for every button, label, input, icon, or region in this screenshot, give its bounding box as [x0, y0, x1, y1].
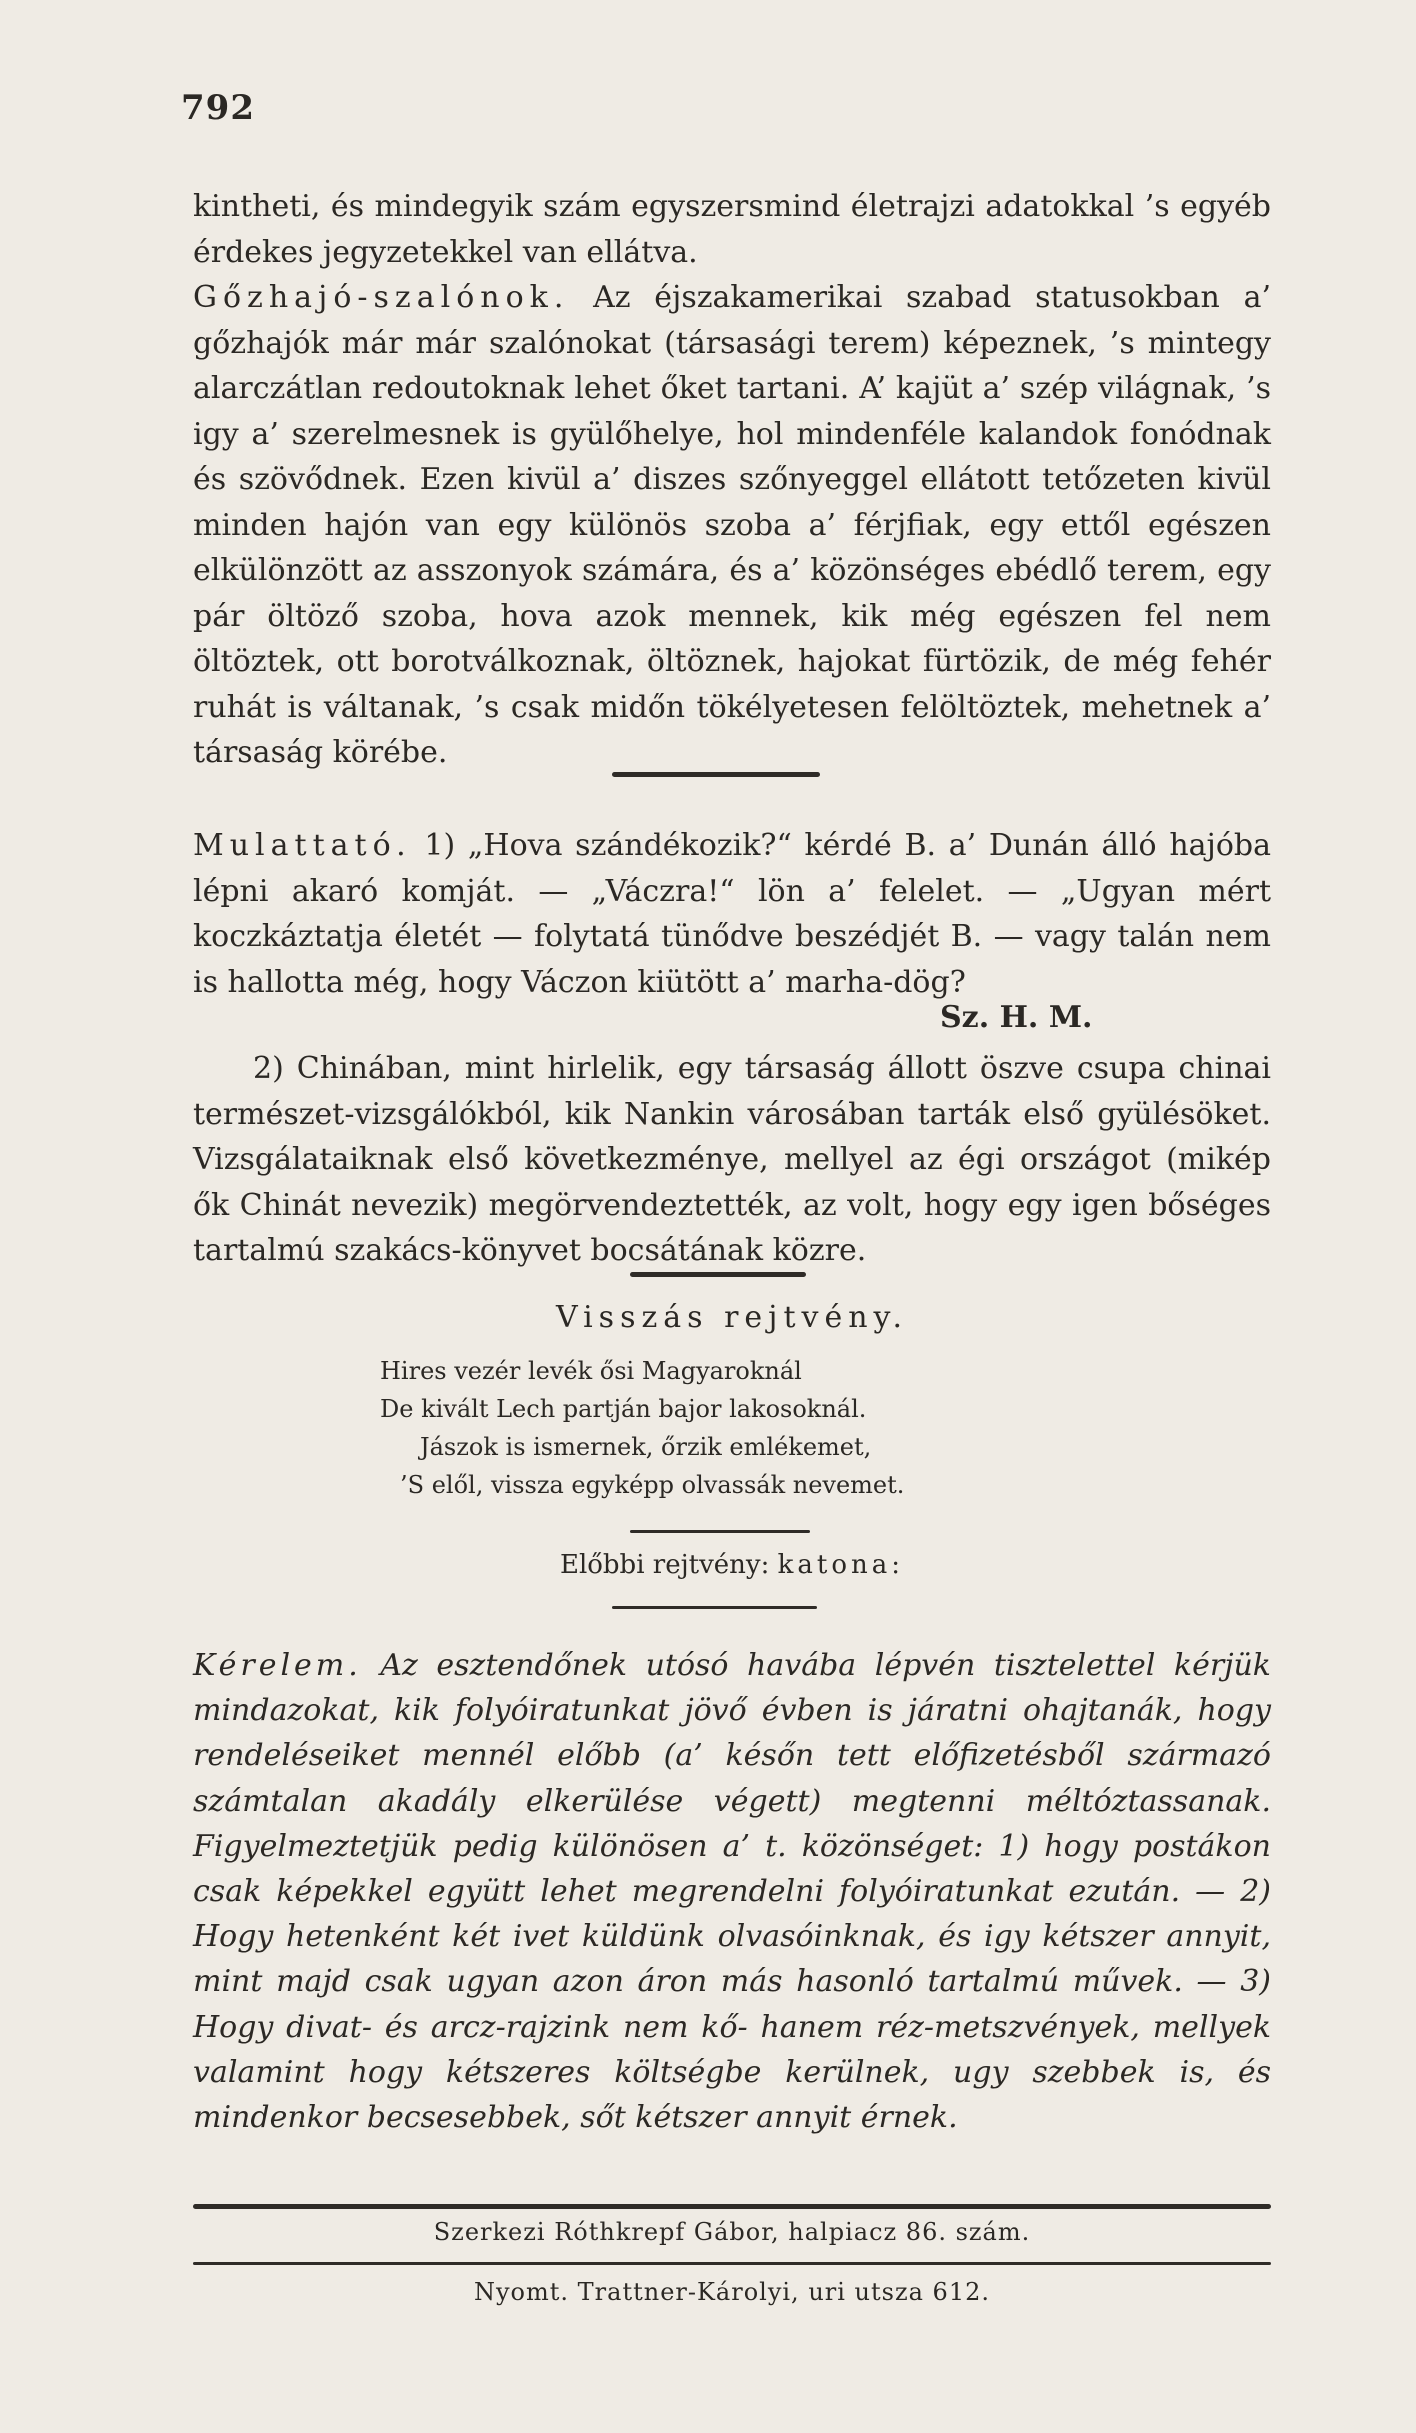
riddle-title: Visszás rejtvény. — [555, 1300, 909, 1335]
section-divider — [612, 1606, 817, 1609]
page-number: 792 — [181, 88, 255, 128]
amusing-title: Mulattató. — [193, 828, 412, 863]
steamboat-title: Gőzhajó-szalónok. — [193, 280, 570, 315]
amusing-text-1: 1) „Hova szándékozik?“ kérdé B. a’ Dunán álló hajóba lépni akaró komját. — „Váczra!“ lön a’ felelet. — „Ugyan mért koczkáztatja életét — folytatá tünődve beszédjét B. — vagy talán nem is hallotta még, hogy Váczon kiütött a’ marha-dög? — [193, 828, 1271, 1000]
previous-riddle-label: Előbbi rejtvény: — [559, 1550, 770, 1580]
previous-riddle — [193, 1550, 1271, 1580]
riddle-line: Jászok is ismernek, őrzik emlékemet, — [420, 1433, 872, 1461]
section-divider — [630, 1272, 806, 1277]
request-title: Kérelem. — [193, 1648, 362, 1683]
printer-line: Nyomt. Trattner-Károlyi, uri utsza 612. — [474, 2278, 990, 2306]
riddle-line: De kivált Lech partján bajor lakosoknál. — [380, 1395, 867, 1423]
steamboat-article — [193, 275, 1271, 776]
amusing-item-1 — [193, 823, 1271, 1005]
section-divider — [612, 772, 820, 777]
editor-line: Szerkezi Róthkrepf Gábor, halpiacz 86. szám. — [433, 2218, 1031, 2246]
request-text: Az esztendőnek utósó havába lépvén tisztelettel kérjük mindazokat, kik folyóiratunkat jövő évben is járatni ohajtanák, hogy rendeléseiket mennél előbb (a’ későn tett előfizetésből származó számtalan akadály elkerülése végett) megtenni méltóztassanak. Figyelmeztetjük pedig különösen a’ t. közönséget: 1) hogy postákon csak képekkel együtt lehet megrendelni folyóiratunkat ezután. — 2) Hogy hetenként két ivet küldünk olvasóinknak, és igy kétszer annyit, mint majd csak ugyan azon áron más hasonló tartalmú művek. — 3) Hogy divat- és arcz-rajzink nem kő- hanem réz-metszvények, mellyek valamint hogy kétszeres költségbe kerülnek, ugy szebbek is, és mindenkor becsesebbek, sőt kétszer annyit érnek. — [193, 1648, 1271, 2136]
section-divider — [630, 1530, 810, 1533]
previous-riddle-answer: katona: — [777, 1550, 905, 1580]
intro-paragraph: kintheti, és mindegyik szám egyszersmind életrajzi adatokkal ’s egyéb érdekes jegyzetekkel van ellátva. — [193, 189, 1271, 270]
riddle-poem — [380, 1352, 904, 1504]
request-paragraph — [193, 1643, 1271, 2140]
riddle-line: ’S elől, vissza egyképp olvassák nevemet. — [400, 1471, 905, 1499]
steamboat-text: Az éjszakamerikai szabad statusokban a’ gőzhajók már már szalónokat (társasági terem) képeznek, ’s mintegy alarczátlan redoutoknak lehet őket tartani. A’ kajüt a’ szép világnak, ’s igy a’ szerelmesnek is gyülőhelye, hol mindenféle kalandok fonódnak és szövődnek. Ezen kivül a’ diszes szőnyeggel ellátott tetőzeten kivül minden hajón van egy különös szoba a’ férjfiak, egy ettől egészen elkülönzött az asszonyok számára, és a’ közönséges ebédlő terem, egy pár öltöző szoba, hova azok mennek, kik még egészen fel nem öltöztek, ott borotválkoznak, öltöznek, hajokat fürtözik, de még fehér ruhát is váltanak, ’s csak midőn tökélyetesen felöltöztek, mehetnek a’ társaság körébe. — [193, 280, 1271, 770]
footer-rule — [193, 2262, 1271, 2265]
footer-rule — [193, 2204, 1271, 2209]
signature: Sz. H. M. — [940, 1000, 1093, 1035]
riddle-line: Hires vezér levék ősi Magyaroknál — [380, 1357, 802, 1385]
amusing-item-2: 2) Chinában, mint hirlelik, egy társaság állott öszve csupa chinai természet-vizsgálókból, kik Nankin városában tarták első gyülésöket. Vizsgálataiknak első következménye, mellyel az égi országot (mikép ők Chinát nevezik) megörvendeztették, az volt, hogy egy igen bőséges tartalmú szakács-könyvet bocsátának közre. — [193, 1051, 1271, 1268]
